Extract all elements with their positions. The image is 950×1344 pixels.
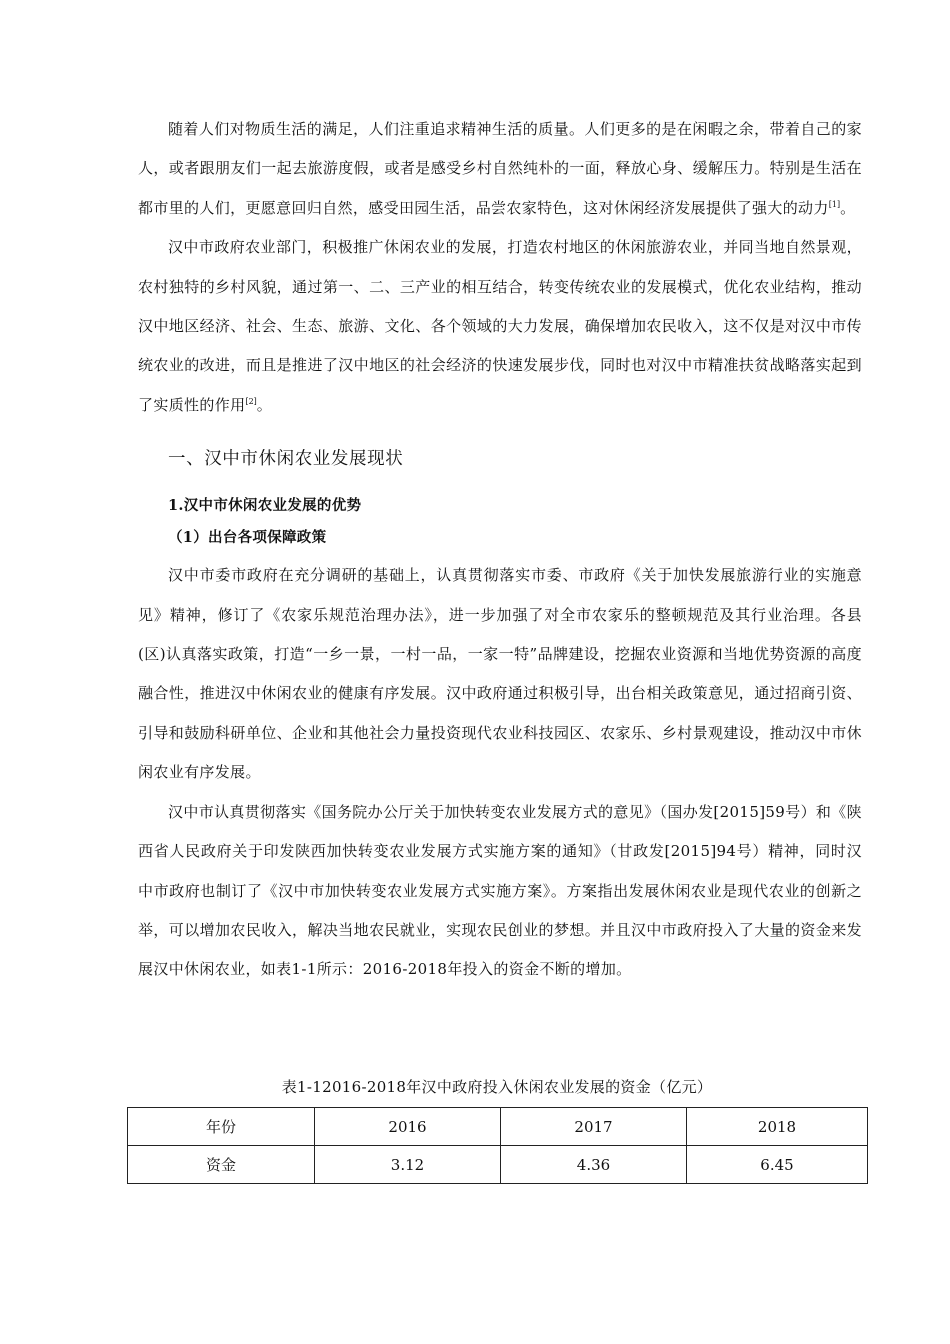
table-cell: 资金 xyxy=(128,1146,315,1184)
paragraph-intro-1 xyxy=(138,110,862,228)
funding-table xyxy=(127,1107,868,1184)
subsubsection-heading: （1）出台各项保障政策 xyxy=(168,529,327,547)
table-cell: 年份 xyxy=(128,1108,315,1146)
paragraph-tail: 。 xyxy=(256,395,273,414)
body-text xyxy=(138,110,862,990)
table-cell: 2018 xyxy=(687,1108,868,1146)
section-heading: 一、汉中市休闲农业发展现状 xyxy=(168,449,404,470)
table-row xyxy=(128,1146,868,1184)
subsection-heading: 1.汉中市休闲农业发展的优势 xyxy=(168,497,362,515)
paragraph-text: 随着人们对物质生活的满足，人们注重追求精神生活的质量。人们更多的是在闲暇之余，带着自己的家人，或者跟朋友们一起去旅游度假，或者是感受乡村自然纯朴的一面，释放心身、缓解压力。特别是生活在都市里的人们，更愿意回归自然，感受田园生活，品尝农家特色，这对休闲经济发展提供了强大的动力 xyxy=(138,120,862,217)
paragraph-policy-2: 汉中市认真贯彻落实《国务院办公厅关于加快转变农业发展方式的意见》（国办发[2015]59号）和《陕西省人民政府关于印发陕西加快转变农业发展方式实施方案的通知》（甘政发[2015]94号）精神，同时汉中市政府也制订了《汉中市加快转变农业发展方式实施方案》。方案指出发展休闲农业是现代农业的创新之举，可以增加农民收入，解决当地农民就业，实现农民创业的梦想。并且汉中市政府投入了大量的资金来发展汉中休闲农业，如表1-1所示：2016-2018年投入的资金不断的增加。 xyxy=(138,802,862,979)
table-cell: 4.36 xyxy=(501,1146,687,1184)
table-caption: 表1-12016-2018年汉中政府投入休闲农业发展的资金（亿元） xyxy=(281,1078,713,1096)
paragraph-tail: 。 xyxy=(840,198,856,217)
citation-ref: [1] xyxy=(828,199,841,209)
table-row xyxy=(128,1108,868,1146)
citation-ref: [2] xyxy=(245,396,257,406)
table-cell: 3.12 xyxy=(315,1146,501,1184)
paragraph-text: 汉中市政府农业部门，积极推广休闲农业的发展，打造农村地区的休闲旅游农业，并同当地自然景观，农村独特的乡村风貌，通过第一、二、三产业的相互结合，转变传统农业的发展模式，优化农业结构，推动汉中地区经济、社会、生态、旅游、文化、各个领域的大力发展，确保增加农民收入，这不仅是对汉中市传统农业的改进，而且是推进了汉中地区的社会经济的快速发展步伐，同时也对汉中市精准扶贫战略落实起到了实质性的作用 xyxy=(138,238,862,414)
table-cell: 2017 xyxy=(501,1108,687,1146)
table-cell: 6.45 xyxy=(687,1146,868,1184)
paragraph-intro-2 xyxy=(138,228,862,425)
table-cell: 2016 xyxy=(315,1108,501,1146)
paragraph-policy-1: 汉中市委市政府在充分调研的基础上，认真贯彻落实市委、市政府《关于加快发展旅游行业的实施意见》精神，修订了《农家乐规范治理办法》，进一步加强了对全市农家乐的整顿规范及其行业治理。各县(区)认真落实政策，打造“一乡一景，一村一品，一家一特”品牌建设，挖掘农业资源和当地优势资源的高度融合性，推进汉中休闲农业的健康有序发展。汉中政府通过积极引导，出台相关政策意见，通过招商引资、引导和鼓励科研单位、企业和其他社会力量投资现代农业科技园区、农家乐、乡村景观建设，推动汉中市休闲农业有序发展。 xyxy=(138,566,862,782)
